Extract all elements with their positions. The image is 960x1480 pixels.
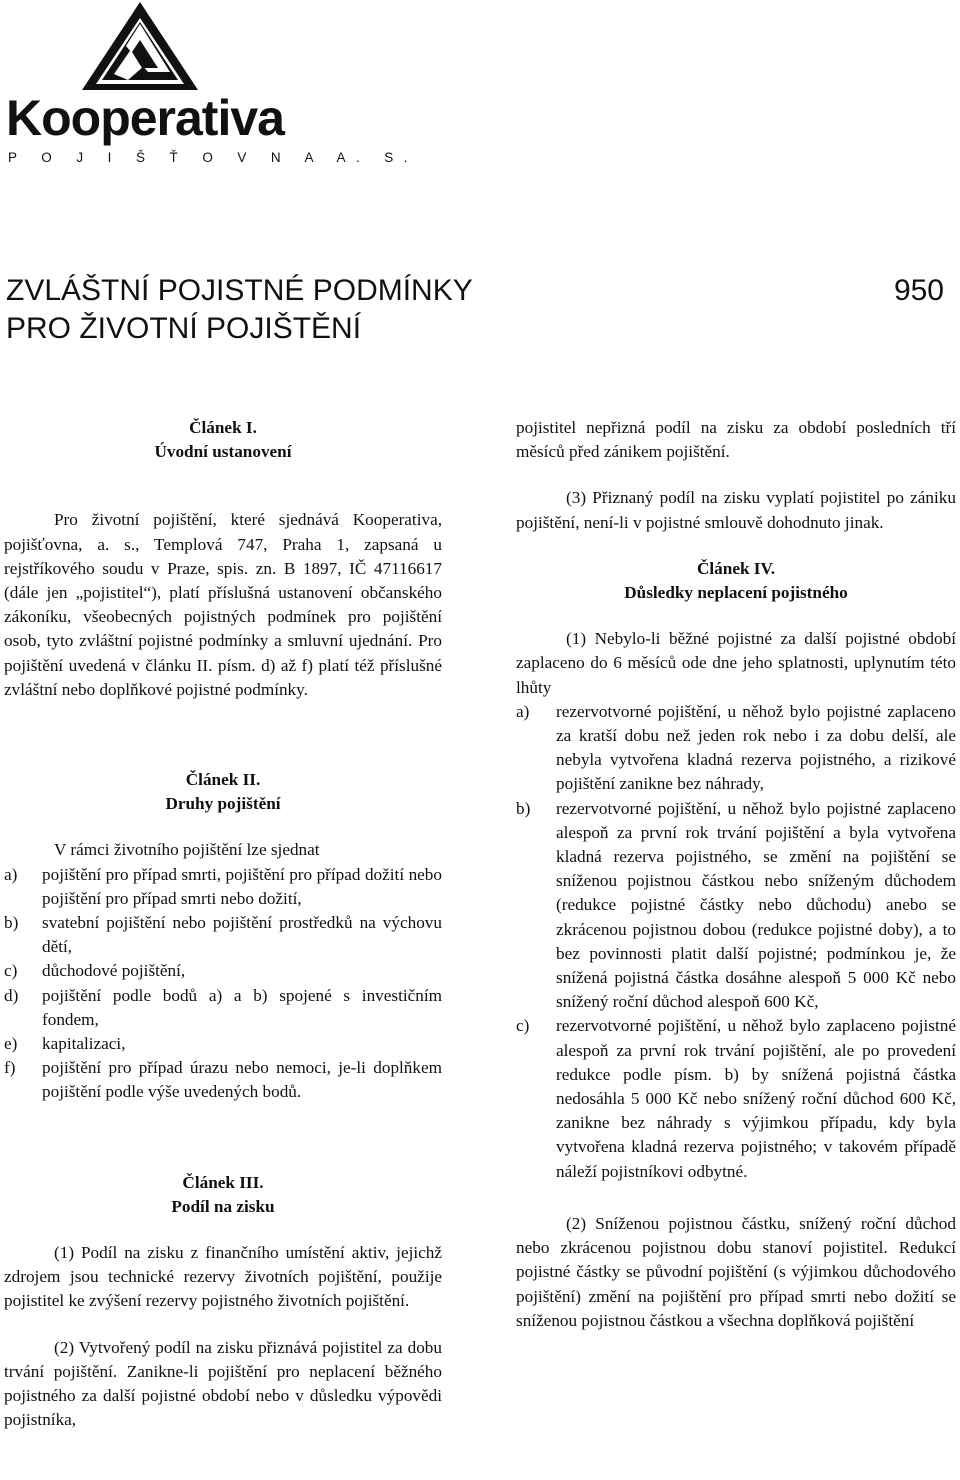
list-item <box>4 959 442 983</box>
article4-subheading: Důsledky neplacení pojistného <box>624 583 848 603</box>
list-marker: f) <box>4 1058 16 1078</box>
list-item <box>4 1056 442 1104</box>
list-item-text: rezervotvorné pojištění, u něhož bylo pojistné zaplaceno alespoň za první rok trvání pojištění a byla vytvořena kladná rezerva pojistného, se změní na pojištění se sníženou pojistnou částkou nebo sníženým důchodem (redukce pojistné částky nebo důchodu) anebo se zkrácenou pojistnou dobou (redukce pojistné doby), a to bez povinnosti platit další pojistné; podmínkou je, že snížená pojistná částka dosáhne alespoň 5 000 Kč nebo snížený roční důchod alespoň 600 Kč, <box>556 798 956 1012</box>
kooperativa-logo <box>0 0 418 170</box>
list-marker: a) <box>516 701 530 721</box>
list-item <box>4 984 442 1032</box>
article3-paragraph2: (2) Vytvořený podíl na zisku přiznává pojistitel za dobu trvání pojištění. Zanikne-li pojištění pro neplacení běžného pojistného za další pojistné období nebo v důsledku výpovědi pojistníka, <box>4 1337 442 1430</box>
list-marker: a) <box>4 864 18 884</box>
article3-paragraph2-continued: pojistitel nepřizná podíl na zisku za období posledních tří měsíců před zánikem pojištění. <box>516 418 956 462</box>
list-item-text: rezervotvorné pojištění, u něhož bylo pojistné zaplaceno za kratší dobu než jeden rok nebo i za dobu delší, ale nebyla vytvořena kladná rezerva pojistného, a rizikové pojištění zanikne bez náhrady, <box>556 701 956 794</box>
list-marker: b) <box>4 913 19 933</box>
article1-heading: Článek I. <box>189 418 257 437</box>
right-column <box>516 416 956 1333</box>
list-item-text: svatební pojištění nebo pojištění prostředků na výchovu dětí, <box>42 913 442 957</box>
article2-intro: V rámci životního pojištění lze sjednat <box>54 840 320 860</box>
list-item <box>4 1032 442 1056</box>
document-title-line2: PRO ŽIVOTNÍ POJIŠTĚNÍ <box>6 312 362 345</box>
article3-paragraph3: (3) Přiznaný podíl na zisku vyplatí pojistitel po zániku pojištění, není-li v pojistné smlouvě dohodnuto jinak. <box>516 488 956 532</box>
document-title <box>6 272 473 348</box>
left-column <box>4 416 442 1433</box>
list-marker: d) <box>4 985 19 1005</box>
article2-subheading: Druhy pojištění <box>165 794 281 814</box>
list-marker: c) <box>4 961 18 981</box>
article4-list <box>516 700 956 1184</box>
document-title-line1: ZVLÁŠTNÍ POJISTNÉ PODMÍNKY <box>6 274 473 307</box>
list-item <box>516 700 956 797</box>
list-item-text: pojištění podle bodů a) a b) spojené s investičním fondem, <box>42 985 442 1029</box>
list-item <box>4 863 442 911</box>
article3-heading: Článek III. <box>182 1172 264 1192</box>
article4-paragraph2: (2) Sníženou pojistnou částku, snížený roční důchod nebo zkrácenou pojistnou dobu stanoví pojistitel. Redukcí pojistné částky se původní pojištění (s výjimkou důchodového pojištění) změní na pojištění pro případ smrti nebo dožití se sníženou pojistnou částkou a všechna doplňková pojištění <box>516 1213 956 1330</box>
list-item-text: rezervotvorné pojištění, u něhož bylo zaplaceno pojistné alespoň za první rok trvání pojištění, ale po provedení redukce podle písm. b) by snížená pojistná částka nedosáhla 5 000 Kč nebo snížený roční důchod 600 Kč, zanikne bez náhrady s výjimkou případu, kdy byla vytvořena kladná rezerva pojistného; v takovém případě náleží pojistníkovi odbytné. <box>556 1016 956 1181</box>
article2-heading: Článek II. <box>185 770 261 790</box>
logo-brand-text: Kooperativa <box>6 90 284 146</box>
list-item-text: kapitalizaci, <box>42 1034 126 1054</box>
logo-mark-icon <box>78 0 202 92</box>
list-item <box>516 797 956 1015</box>
list-item <box>516 1014 956 1183</box>
article1-subheading: Úvodní ustanovení <box>154 442 292 462</box>
logo-tagline: P O J I Š Ť O V N A A. S. <box>8 150 418 165</box>
list-marker: e) <box>4 1034 18 1054</box>
article1-text: Pro životní pojištění, které sjednává Kooperativa, pojišťovna, a. s., Templová 747, Praha 1, zapsaná u rejstříkového soudu v Praze, spis. zn. B 1897, IČ 47116617 (dále jen „pojistitel“), platí příslušná ustanovení občanského zákoníku, všeobecných pojistných podmínek pro pojištění osob, tyto zvláštní pojistné podmínky a smluvní ujednání. Pro pojištění uvedená v článku II. písm. d) až f) platí též příslušné zvláštní nebo doplňkové pojistné podmínky. <box>4 510 442 699</box>
list-item <box>4 911 442 959</box>
article3-paragraph1: (1) Podíl na zisku z finančního umístění aktiv, jejichž zdrojem jsou technické rezervy životních pojištění, použije pojistitel ke zvýšení rezervy pojistného životních pojištění. <box>4 1243 442 1311</box>
article4-heading: Článek IV. <box>696 558 775 578</box>
list-marker: c) <box>516 1016 530 1036</box>
article4-paragraph1: (1) Nebylo-li běžné pojistné za další pojistné období zaplaceno do 6 měsíců ode dne jeho splatnosti, uplynutím této lhůty <box>516 629 956 697</box>
document-number: 950 <box>893 274 944 307</box>
list-item-text: pojištění pro případ úrazu nebo nemoci, je-li doplňkem pojištění podle výše uvedených bodů. <box>42 1058 442 1102</box>
article2-list <box>4 863 442 1105</box>
article3-subheading: Podíl na zisku <box>171 1196 275 1216</box>
list-marker: b) <box>516 798 531 818</box>
list-item-text: pojištění pro případ smrti, pojištění pro případ dožití nebo pojištění pro případ smrti nebo dožití, <box>42 864 442 908</box>
list-item-text: důchodové pojištění, <box>42 961 186 981</box>
